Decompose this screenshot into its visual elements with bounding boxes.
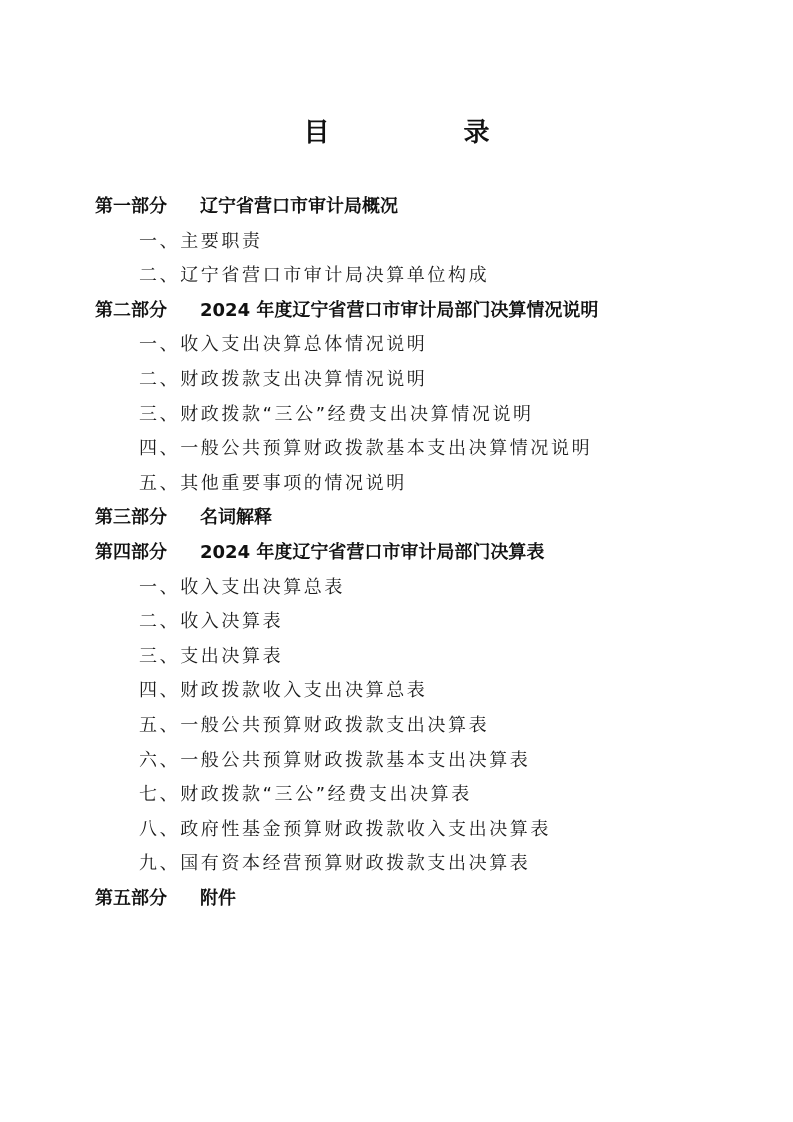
toc-part-label: 第二部分 xyxy=(95,299,167,321)
toc-part-3[interactable] xyxy=(95,501,735,536)
toc-item[interactable]: 一、收入支出决算总表 xyxy=(139,576,345,598)
toc-part-label: 第一部分 xyxy=(95,196,167,217)
toc-item[interactable]: 一、主要职责 xyxy=(139,230,263,252)
toc-part-label: 第五部分 xyxy=(95,887,167,909)
toc-item[interactable]: 二、收入决算表 xyxy=(139,611,284,633)
toc-item[interactable]: 四、一般公共预算财政拨款基本支出决算情况说明 xyxy=(139,438,593,460)
toc-item[interactable]: 三、支出决算表 xyxy=(139,645,284,667)
toc-item[interactable]: 二、辽宁省营口市审计局决算单位构成 xyxy=(139,265,490,287)
toc-item[interactable]: 六、一般公共预算财政拨款基本支出决算表 xyxy=(139,749,531,771)
toc-item[interactable]: 九、国有资本经营预算财政拨款支出决算表 xyxy=(139,853,531,875)
toc-item[interactable]: 一、收入支出决算总体情况说明 xyxy=(139,334,428,356)
toc-item[interactable]: 四、财政拨款收入支出决算总表 xyxy=(139,680,428,702)
toc-part-label: 第四部分 xyxy=(95,541,167,563)
toc-part-title: 名词解释 xyxy=(200,507,272,529)
toc-item[interactable]: 二、财政拨款支出决算情况说明 xyxy=(139,368,428,390)
toc-part-title: 附件 xyxy=(200,887,236,909)
toc-part-label: 第三部分 xyxy=(95,507,167,529)
toc-part-title: 2024 年度辽宁省营口市审计局部门决算情况说明 xyxy=(200,299,599,321)
toc-item[interactable]: 三、财政拨款“三公”经费支出决算情况说明 xyxy=(139,403,534,425)
toc-item[interactable]: 五、一般公共预算财政拨款支出决算表 xyxy=(139,714,490,736)
toc-part-5[interactable] xyxy=(95,882,735,917)
page-title: 目 录 xyxy=(303,118,544,148)
toc-item[interactable]: 五、其他重要事项的情况说明 xyxy=(139,472,407,494)
table-of-contents xyxy=(95,190,735,916)
toc-item[interactable]: 七、财政拨款“三公”经费支出决算表 xyxy=(139,784,472,806)
toc-part-1[interactable] xyxy=(95,190,735,225)
toc-item[interactable]: 八、政府性基金预算财政拨款收入支出决算表 xyxy=(139,818,551,840)
toc-part-2[interactable] xyxy=(95,294,735,329)
toc-part-title: 辽宁省营口市审计局概况 xyxy=(200,196,398,217)
toc-part-4[interactable] xyxy=(95,536,735,571)
toc-part-title: 2024 年度辽宁省营口市审计局部门决算表 xyxy=(200,541,545,563)
